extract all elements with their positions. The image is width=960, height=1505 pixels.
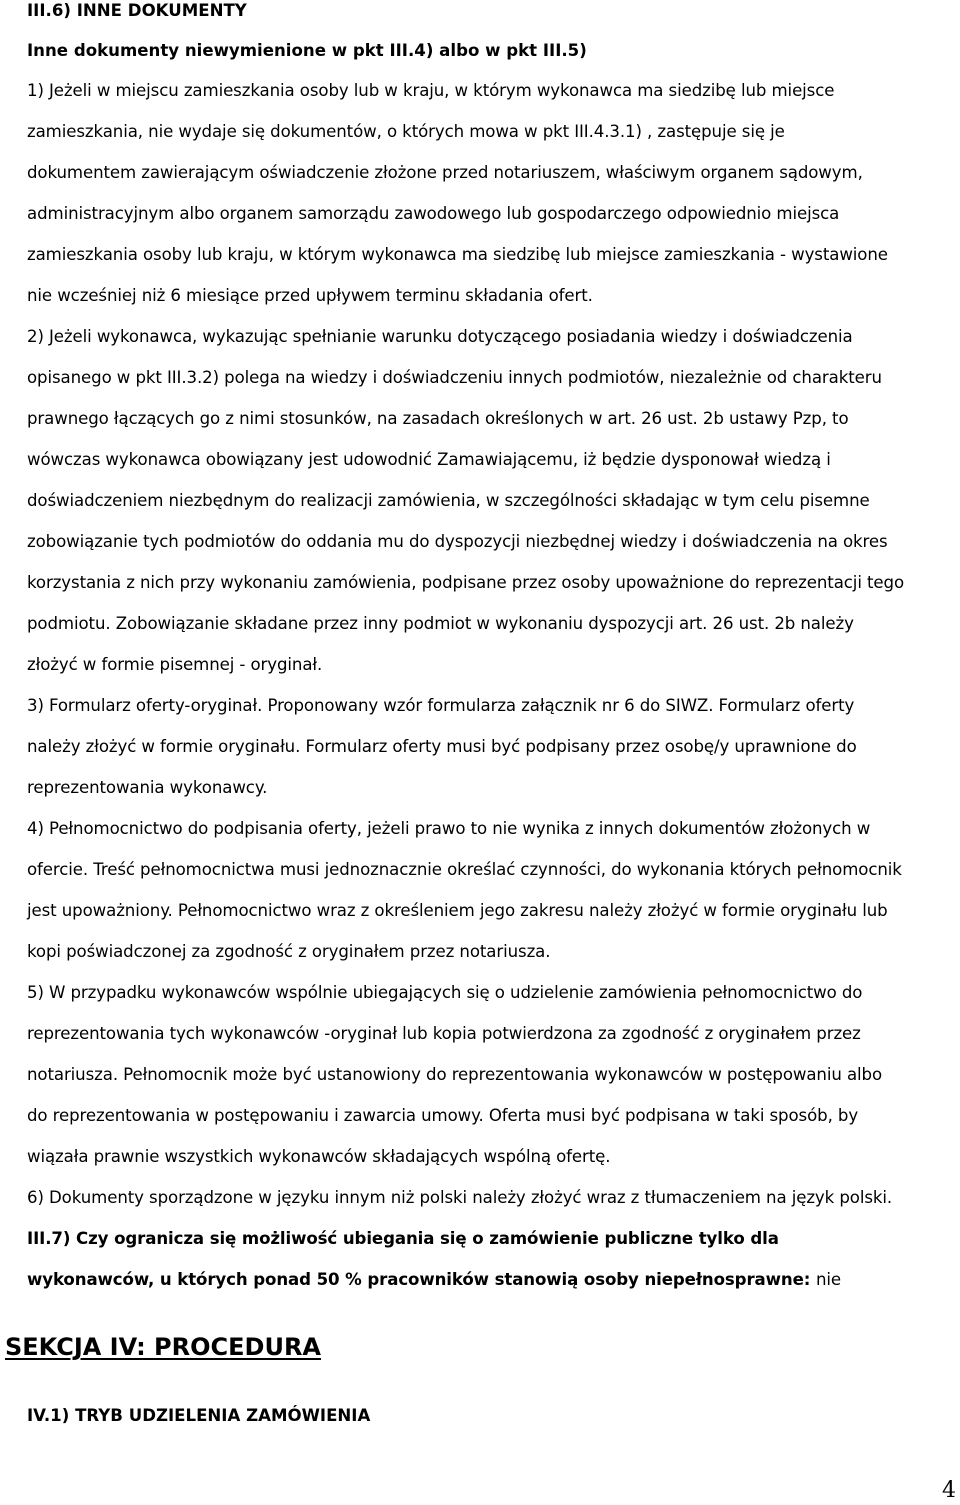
text-line: wiązała prawnie wszystkich wykonawców składających wspólną ofertę.: [27, 1147, 611, 1166]
text-line: zamieszkania, nie wydaje się dokumentów, o których mowa w pkt III.4.3.1) , zastępuje się je: [27, 122, 785, 141]
text-line: reprezentowania wykonawcy.: [27, 778, 268, 797]
text-line: dokumentem zawierającym oświadczenie złożone przed notariuszem, właściwym organem sądowym,: [27, 163, 863, 182]
text-line: kopi poświadczonej za zgodność z oryginałem przez notariusza.: [27, 942, 551, 961]
text-line: do reprezentowania w postępowaniu i zawarcia umowy. Oferta musi być podpisana w taki sposób, by: [27, 1106, 859, 1125]
text-line: reprezentowania tych wykonawców -oryginał lub kopia potwierdzona za zgodność z oryginałem przez: [27, 1024, 861, 1043]
text-line: administracyjnym albo organem samorządu zawodowego lub gospodarczego odpowiednio miejsca: [27, 204, 840, 223]
text-line: prawnego łączących go z nimi stosunków, na zasadach określonych w art. 26 ust. 2b ustawy Pzp, to: [27, 409, 849, 428]
text-line: złożyć w formie pisemnej - oryginał.: [27, 655, 323, 674]
paragraph-lines: [27, 70, 959, 1218]
text-line: jest upoważniony. Pełnomocnictwo wraz z określeniem jego zakresu należy złożyć w formie oryginału lub: [27, 901, 888, 920]
text-line: opisanego w pkt III.3.2) polega na wiedzy i doświadczeniu innych podmiotów, niezależnie od charakteru: [27, 368, 882, 387]
text-line: 4) Pełnomocnictwo do podpisania oferty, jeżeli prawo to nie wynika z innych dokumentów złożonych w: [27, 819, 871, 838]
section-title: SEKCJA IV: PROCEDURA: [5, 1333, 321, 1361]
text-line: doświadczeniem niezbędnym do realizacji zamówienia, w szczególności składając w tym celu pisemne: [27, 491, 870, 510]
text-line: ofercie. Treść pełnomocnictwa musi jednoznacznie określać czynności, do wykonania których pełnomocnik: [27, 860, 902, 879]
text-line: notariusza. Pełnomocnik może być ustanowiony do reprezentowania wykonawców w postępowaniu albo: [27, 1065, 883, 1084]
document-body: [27, 0, 959, 1300]
question-line-1: III.7) Czy ogranicza się możliwość ubiegania się o zamówienie publiczne tylko dla: [27, 1229, 779, 1248]
text-line: wówczas wykonawca obowiązany jest udowodnić Zamawiającemu, iż będzie dysponował wiedzą i: [27, 450, 831, 469]
text-line: nie wcześniej niż 6 miesiące przed upływem terminu składania ofert.: [27, 286, 593, 305]
section-subheading: Inne dokumenty niewymienione w pkt III.4) albo w pkt III.5): [27, 41, 587, 60]
text-line: należy złożyć w formie oryginału. Formularz oferty musi być podpisany przez osobę/y uprawnione do: [27, 737, 857, 756]
text-line: zobowiązanie tych podmiotów do oddania mu do dyspozycji niezbędnej wiedzy i doświadczenia na okres: [27, 532, 888, 551]
text-line: 2) Jeżeli wykonawca, wykazując spełnianie warunku dotyczącego posiadania wiedzy i doświadczenia: [27, 327, 853, 346]
question-line-2: [27, 1259, 959, 1300]
text-line: korzystania z nich przy wykonaniu zamówienia, podpisane przez osoby upoważnione do reprezentacji tego: [27, 573, 905, 592]
text-line: 5) W przypadku wykonawców wspólnie ubiegających się o udzielenie zamówienia pełnomocnictwo do: [27, 983, 863, 1002]
text-line: 3) Formularz oferty-oryginał. Proponowany wzór formularza załącznik nr 6 do SIWZ. Formularz oferty: [27, 696, 855, 715]
text-line: 1) Jeżeli w miejscu zamieszkania osoby lub w kraju, w którym wykonawca ma siedzibę lub miejsce: [27, 81, 835, 100]
page-number: 4: [942, 1478, 956, 1503]
section-heading: III.6) INNE DOKUMENTY: [27, 1, 247, 20]
question-answer: nie: [815, 1270, 842, 1289]
subsection-title: IV.1) TRYB UDZIELENIA ZAMÓWIENIA: [27, 1406, 371, 1425]
question-text: wykonawców, u których ponad 50 % pracowników stanowią osoby niepełnosprawne:: [27, 1270, 811, 1289]
text-line: podmiotu. Zobowiązanie składane przez inny podmiot w wykonaniu dyspozycji art. 26 ust. 2b należy: [27, 614, 854, 633]
text-line: 6) Dokumenty sporządzone w języku innym niż polski należy złożyć wraz z tłumaczeniem na język polski.: [27, 1188, 893, 1207]
text-line: zamieszkania osoby lub kraju, w którym wykonawca ma siedzibę lub miejsce zamieszkania - wystawione: [27, 245, 888, 264]
